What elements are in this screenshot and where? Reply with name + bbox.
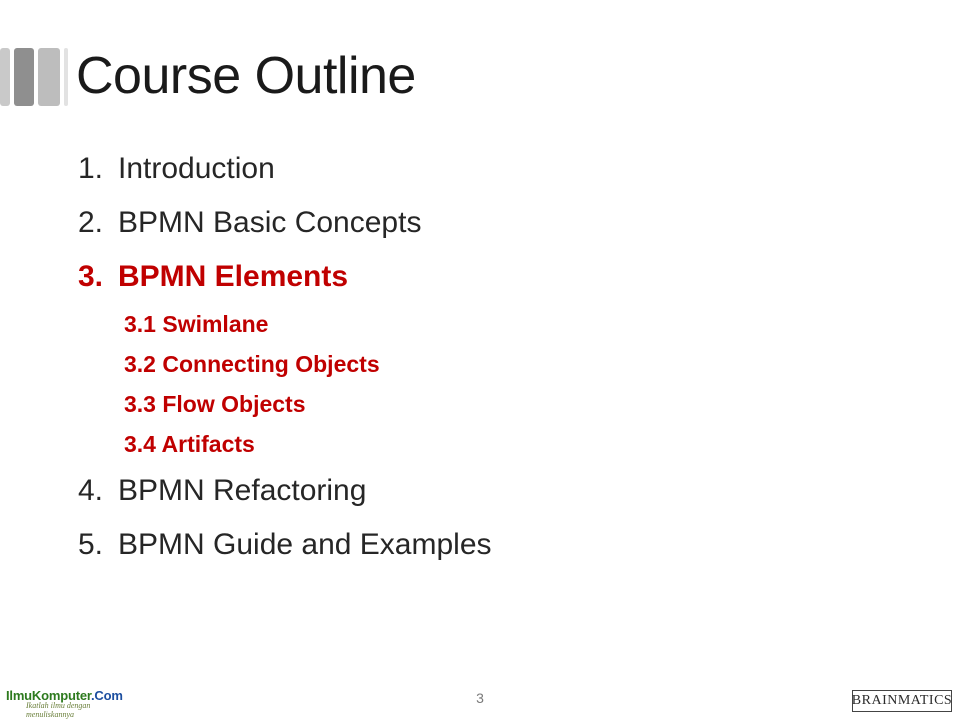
decoration-bar <box>64 48 68 106</box>
outline-item-guide-examples <box>78 518 858 572</box>
brainmatics-logo <box>852 690 952 712</box>
decoration-bar <box>14 48 34 106</box>
ilmukomputer-logo <box>6 688 123 719</box>
decoration-bar <box>0 48 10 106</box>
outline-label: BPMN Guide and Examples <box>118 528 492 561</box>
outline-subitem-swimlane: 3.1 Swimlane <box>124 311 269 337</box>
outline-label: BPMN Elements <box>118 260 349 293</box>
outline-number: 5. <box>78 528 104 561</box>
outline-label: Introduction <box>118 152 275 185</box>
logo-suffix: .Com <box>91 688 123 703</box>
outline-subitem-artifacts: 3.4 Artifacts <box>124 431 255 457</box>
outline-item-introduction <box>78 142 858 196</box>
course-outline-list <box>78 142 858 572</box>
outline-label: BPMN Refactoring <box>118 474 367 507</box>
outline-subitem-connecting-objects: 3.2 Connecting Objects <box>124 351 380 377</box>
outline-number: 4. <box>78 474 104 507</box>
logo-tagline: Ikatlah ilmu dengan menuliskannya <box>26 701 91 719</box>
brainmatics-logo-text: BRAINMATICS <box>851 693 953 708</box>
outline-number: 3. <box>78 260 104 293</box>
logo-name: IlmuKomputer <box>6 688 91 703</box>
outline-label: BPMN Basic Concepts <box>118 206 422 239</box>
outline-number: 1. <box>78 152 104 185</box>
outline-item-elements <box>78 250 858 304</box>
page-number: 3 <box>476 690 484 706</box>
title-decoration-bars <box>0 48 70 106</box>
outline-subitem-flow-objects: 3.3 Flow Objects <box>124 391 306 417</box>
slide-title: Course Outline <box>76 47 416 105</box>
outline-number: 2. <box>78 206 104 239</box>
outline-item-basic-concepts <box>78 196 858 250</box>
decoration-bar <box>38 48 60 106</box>
outline-item-refactoring <box>78 464 858 518</box>
